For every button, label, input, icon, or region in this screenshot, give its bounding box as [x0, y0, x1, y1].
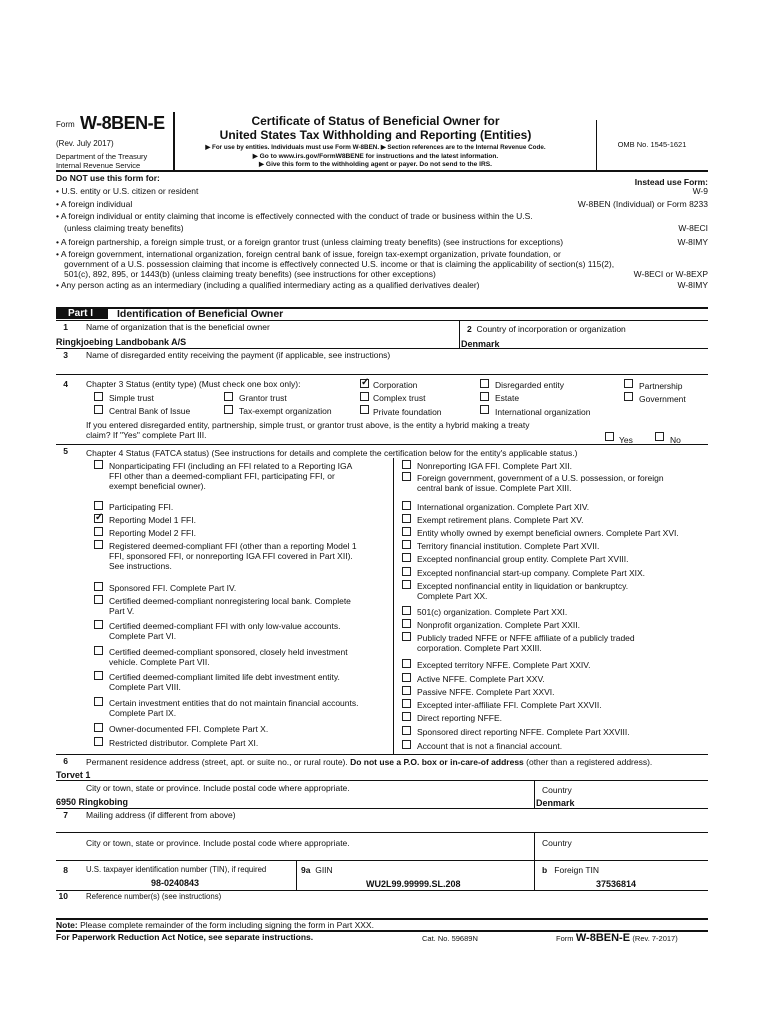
ch4-right-option-label: Foreign government, government of a U.S. possession, or foreign [417, 473, 664, 483]
tax-exempt-label: Tax-exempt organization [239, 406, 332, 416]
ch4-left-option-label: Certified deemed-compliant nonregistering local bank. Complete [109, 596, 351, 606]
line8-label: U.S. taxpayer identification number (TIN), if required [86, 865, 267, 874]
line9a-label: GIIN [315, 865, 333, 875]
partnership-label: Partnership [639, 381, 683, 391]
ch4-right-checkbox[interactable] [402, 632, 411, 641]
not-use-row-text: • A foreign individual [56, 199, 133, 209]
ch4-right-option-label: Account that is not a financial account. [417, 741, 563, 751]
instruction-line2: ▶ Go to www.irs.gov/FormW8BENE for instructions and the latest information. [252, 153, 499, 160]
line7-number: 7 [63, 810, 68, 820]
part1-tag: Part I [56, 308, 108, 319]
line5-number: 5 [63, 446, 68, 456]
partnership-checkbox[interactable] [624, 379, 633, 388]
ch4-right-option-label: Excepted territory NFFE. Complete Part XXIV. [417, 660, 591, 670]
ch4-left-checkbox[interactable] [94, 697, 103, 706]
ch4-right-option-label: Exempt retirement plans. Complete Part XV. [417, 515, 584, 525]
grantor-trust-label: Grantor trust [239, 393, 287, 403]
ch4-left-option-label: Certified deemed-compliant FFI with only low-value accounts. [109, 621, 341, 631]
agency: Internal Revenue Service [56, 161, 141, 170]
instead-use-form: W-8IMY [677, 237, 708, 247]
complex-trust-label: Complex trust [373, 393, 426, 403]
tax-exempt-checkbox[interactable] [224, 405, 233, 414]
ch4-left-checkbox[interactable] [94, 540, 103, 549]
simple-trust-checkbox[interactable] [94, 392, 103, 401]
ch4-left-option-label: Owner-documented FFI. Complete Part X. [109, 724, 269, 734]
ch4-right-option-label: central bank of issue. Complete Part XIII. [417, 483, 572, 493]
not-use-heading: Do NOT use this form for: [56, 173, 160, 183]
instead-use-form: W-8ECI [678, 223, 708, 233]
ch4-left-checkbox[interactable] [94, 514, 103, 523]
not-use-row-text: (unless claiming treaty benefits) [64, 223, 184, 233]
central-bank-label: Central Bank of Issue [109, 406, 191, 416]
ch4-right-option-label: Nonprofit organization. Complete Part XXII. [417, 620, 580, 630]
city-value[interactable]: 6950 Ringkobing [56, 797, 129, 807]
line6-label-end: (other than a registered address). [523, 757, 653, 767]
instead-use-form: W-8BEN (Individual) or Form 8233 [577, 199, 708, 209]
form-title-line1: Certificate of Status of Beneficial Owner for [251, 114, 500, 128]
ch4-right-checkbox[interactable] [402, 527, 411, 536]
ch4-right-checkbox[interactable] [402, 501, 411, 510]
corporation-label: Corporation [373, 380, 418, 390]
ch4-left-checkbox[interactable] [94, 595, 103, 604]
disregarded-entity-label: Disregarded entity [495, 380, 564, 390]
ch4-left-option-label: Participating FFI. [109, 502, 174, 512]
line6-number: 6 [63, 756, 68, 766]
instead-use-form: W-9 [692, 186, 708, 196]
line5-label: Chapter 4 Status (FATCA status) (See instructions for details and complete the certification below for the entity's applicable status.) [86, 448, 578, 458]
ch4-right-option-label: Entity wholly owned by exempt beneficial owners. Complete Part XVI. [417, 528, 679, 538]
hybrid-yes-label: Yes [619, 435, 633, 445]
ch4-left-checkbox[interactable] [94, 671, 103, 680]
not-use-row-text: • U.S. entity or U.S. citizen or resident [56, 186, 199, 196]
country-incorporation-value[interactable]: Denmark [461, 339, 500, 349]
ch4-left-checkbox[interactable] [94, 582, 103, 591]
line6-warning: Do not use a P.O. box or in-care-of address [350, 757, 524, 767]
form-title-line2: United States Tax Withholding and Reporting (Entities) [219, 128, 532, 142]
grantor-trust-checkbox[interactable] [224, 392, 233, 401]
ch4-left-option-label: Complete Part VI. [109, 631, 177, 641]
ch4-right-option-label: Active NFFE. Complete Part XXV. [417, 674, 545, 684]
ch4-right-option-label: Complete Part XX. [417, 591, 488, 601]
ch4-right-checkbox[interactable] [402, 619, 411, 628]
ch4-right-option-label: Territory financial institution. Complete Part XVII. [417, 541, 600, 551]
footer-form-prefix: Form [556, 934, 574, 943]
ch4-right-checkbox[interactable] [402, 740, 411, 749]
estate-label: Estate [495, 393, 520, 403]
not-use-row-text: • A foreign government, international organization, foreign central bank of issue, foreign tax-exempt organization, private foundation, or [56, 249, 561, 259]
ch4-right-option-label: Publicly traded NFFE or NFFE affiliate of a publicly traded [417, 633, 635, 643]
hybrid-question-line1: If you entered disregarded entity, partnership, simple trust, or grantor trust above, is the entity a hybrid making a treaty [86, 420, 530, 430]
ch4-left-checkbox[interactable] [94, 737, 103, 746]
ch4-right-option-label: 501(c) organization. Complete Part XXI. [417, 607, 568, 617]
city-label: City or town, state or province. Include postal code where appropriate. [86, 783, 350, 793]
ch4-right-checkbox[interactable] [402, 673, 411, 682]
private-foundation-label: Private foundation [373, 407, 442, 417]
private-foundation-checkbox[interactable] [360, 405, 369, 414]
not-use-row-text: government of a U.S. possession claiming that income is effectively connected U.S. income or that is claiming the applicability of section(s) 115(2), [64, 259, 615, 269]
line3-label: Name of disregarded entity receiving the payment (if applicable, see instructions) [86, 350, 391, 360]
line7-label: Mailing address (if different from above) [86, 810, 236, 820]
ch4-right-checkbox[interactable] [402, 712, 411, 721]
paperwork-notice: For Paperwork Reduction Act Notice, see separate instructions. [56, 932, 314, 942]
country-value[interactable]: Denmark [536, 798, 575, 808]
ch4-right-option-label: Sponsored direct reporting NFFE. Complete Part XXVIII. [417, 727, 630, 737]
form-rev: (Rev. July 2017) [56, 139, 114, 148]
ch4-right-option-label: Excepted nonfinancial group entity. Complete Part XVIII. [417, 554, 629, 564]
disregarded-entity-checkbox[interactable] [480, 379, 489, 388]
not-use-row-text: • A foreign individual or entity claiming that income is effectively connected with the conduct of trade or business within the U.S. [56, 211, 533, 221]
line1-number: 1 [63, 322, 68, 332]
instead-use-form: W-8ECI or W-8EXP [633, 269, 708, 279]
department: Department of the Treasury [56, 152, 148, 161]
ch4-left-checkbox[interactable] [94, 723, 103, 732]
ch4-left-checkbox[interactable] [94, 460, 103, 469]
not-use-row-text: 501(c), 892, 895, or 1443(b) (unless claiming treaty benefits) (see instructions for other exceptions) [64, 269, 436, 279]
part1-title: Identification of Beneficial Owner [117, 308, 284, 320]
footer-form-name: W-8BEN-E [575, 932, 631, 944]
ch4-right-checkbox[interactable] [402, 514, 411, 523]
ch4-left-option-label: Complete Part VIII. [109, 682, 181, 692]
not-use-row-text: • A foreign partnership, a foreign simple trust, or a foreign grantor trust (unless claiming treaty benefits) (see instructions for exceptions) [56, 237, 564, 247]
instruction-line3: ▶ Give this form to the withholding agent or payer. Do not send to the IRS. [259, 161, 492, 168]
hybrid-no-label: No [670, 435, 681, 445]
hybrid-yes-checkbox[interactable] [605, 432, 614, 441]
ch4-right-checkbox[interactable] [402, 553, 411, 562]
ch4-right-checkbox[interactable] [402, 567, 411, 576]
ch4-right-option-label: Excepted nonfinancial start-up company. Complete Part XIX. [417, 568, 646, 578]
ch4-left-option-label: Part V. [109, 606, 135, 616]
line9b-label: Foreign TIN [554, 865, 600, 875]
line9b-number: b [542, 865, 548, 875]
instruction-line1: ▶ For use by entities. Individuals must use Form W-8BEN. ▶ Section references are to the Internal Revenue Code. [205, 144, 546, 151]
ch4-left-checkbox[interactable] [94, 646, 103, 655]
line3-number: 3 [63, 350, 68, 360]
line10-number: 10 [58, 891, 68, 901]
line10-label: Reference number(s) (see instructions) [86, 892, 222, 901]
government-label: Government [639, 394, 686, 404]
corporation-checkbox[interactable] [360, 379, 369, 388]
ch4-left-checkbox[interactable] [94, 501, 103, 510]
ch4-left-option-label: Certain investment entities that do not maintain financial accounts. [109, 698, 359, 708]
ch4-left-option-label: Reporting Model 2 FFI. [109, 528, 196, 538]
form-page [56, 112, 708, 962]
international-org-checkbox[interactable] [480, 405, 489, 414]
instead-use-form: W-8IMY [677, 280, 708, 290]
ch4-left-option-label: FFI other than a deemed-compliant FFI, participating FFI, or [109, 471, 335, 481]
ch4-right-checkbox[interactable] [402, 686, 411, 695]
organization-name-value[interactable]: Ringkjoebing Landbobank A/S [56, 337, 187, 347]
ch4-right-checkbox[interactable] [402, 726, 411, 735]
ch4-right-checkbox[interactable] [402, 460, 411, 469]
ch4-right-option-label: corporation. Complete Part XXIII. [417, 643, 542, 653]
giin-value[interactable]: WU2L99.99999.SL.208 [366, 879, 461, 889]
ch4-right-checkbox[interactable] [402, 472, 411, 481]
permanent-address-value[interactable]: Torvet 1 [56, 770, 91, 780]
line6-label: Permanent residence address (street, apt. or suite no., or rural route). [86, 757, 351, 767]
line4-label: Chapter 3 Status (entity type) (Must check one box only): [86, 379, 301, 389]
ch4-right-checkbox[interactable] [402, 606, 411, 615]
central-bank-checkbox[interactable] [94, 405, 103, 414]
ch4-left-option-label: exempt beneficial owner). [109, 481, 206, 491]
not-use-row-text: • Any person acting as an intermediary (including a qualified intermediary acting as a qualified derivatives dealer) [56, 280, 480, 290]
note-text: Please complete remainder of the form including signing the form in Part XXX. [77, 920, 374, 930]
mailing-country-label: Country [542, 838, 572, 848]
ch4-right-option-label: International organization. Complete Part XIV. [417, 502, 590, 512]
form-prefix: Form [56, 120, 75, 129]
ch4-right-option-label: Nonreporting IGA FFI. Complete Part XII. [417, 461, 572, 471]
ch4-left-option-label: Complete Part IX. [109, 708, 177, 718]
omb-number: OMB No. 1545-1621 [617, 140, 687, 149]
ch4-left-option-label: Certified deemed-compliant sponsored, closely held investment [109, 647, 348, 657]
ch4-left-option-label: Registered deemed-compliant FFI (other than a reporting Model 1 [109, 541, 357, 551]
line4-number: 4 [63, 379, 68, 389]
line8-number: 8 [63, 865, 68, 875]
line9a-number: 9a [301, 865, 311, 875]
international-org-label: International organization [495, 407, 591, 417]
ch4-right-checkbox[interactable] [402, 540, 411, 549]
ch4-left-checkbox[interactable] [94, 527, 103, 536]
mailing-city-label: City or town, state or province. Include postal code where appropriate. [86, 838, 350, 848]
ch4-right-option-label: Excepted inter-affiliate FFI. Complete Part XXVII. [417, 700, 602, 710]
form-name: W-8BEN-E [80, 113, 165, 133]
note-label: Note: [56, 920, 78, 930]
hybrid-no-checkbox[interactable] [655, 432, 664, 441]
ch4-left-option-label: FFI, sponsored FFI, or nonreporting IGA FFI covered in Part XII). [109, 551, 353, 561]
complex-trust-checkbox[interactable] [360, 392, 369, 401]
ch4-right-checkbox[interactable] [402, 699, 411, 708]
line1-label: Name of organization that is the beneficial owner [86, 322, 270, 332]
ch4-left-option-label: Certified deemed-compliant limited life debt investment entity. [109, 672, 340, 682]
ch4-left-option-label: See instructions. [109, 561, 172, 571]
government-checkbox[interactable] [624, 392, 633, 401]
ch4-left-option-label: Restricted distributor. Complete Part XI. [109, 738, 259, 748]
ch4-right-option-label: Excepted nonfinancial entity in liquidation or bankruptcy. [417, 581, 629, 591]
foreign-tin-value[interactable]: 37536814 [596, 879, 637, 889]
ch4-left-option-label: Nonparticipating FFI (including an FFI related to a Reporting IGA [109, 461, 353, 471]
hybrid-question-line2: claim? If "Yes" complete Part III. [86, 430, 207, 440]
country-label: Country [542, 785, 572, 795]
ch4-left-option-label: vehicle. Complete Part VII. [109, 657, 210, 667]
ch4-left-checkbox[interactable] [94, 620, 103, 629]
ch4-right-checkbox[interactable] [402, 580, 411, 589]
simple-trust-label: Simple trust [109, 393, 154, 403]
line2-number: 2 [467, 324, 472, 334]
ch4-right-option-label: Passive NFFE. Complete Part XXVI. [417, 687, 555, 697]
ch4-left-option-label: Sponsored FFI. Complete Part IV. [109, 583, 237, 593]
line2-label: Country of incorporation or organization [476, 324, 626, 334]
instead-use-heading: Instead use Form: [634, 177, 708, 187]
footer-form-rev: (Rev. 7-2017) [632, 934, 678, 943]
ch4-right-option-label: Direct reporting NFFE. [417, 713, 503, 723]
ch4-right-checkbox[interactable] [402, 659, 411, 668]
estate-checkbox[interactable] [480, 392, 489, 401]
ch4-left-option-label: Reporting Model 1 FFI. [109, 515, 196, 525]
us-tin-value[interactable]: 98-0240843 [151, 878, 200, 888]
catalog-number: Cat. No. 59689N [422, 934, 478, 943]
